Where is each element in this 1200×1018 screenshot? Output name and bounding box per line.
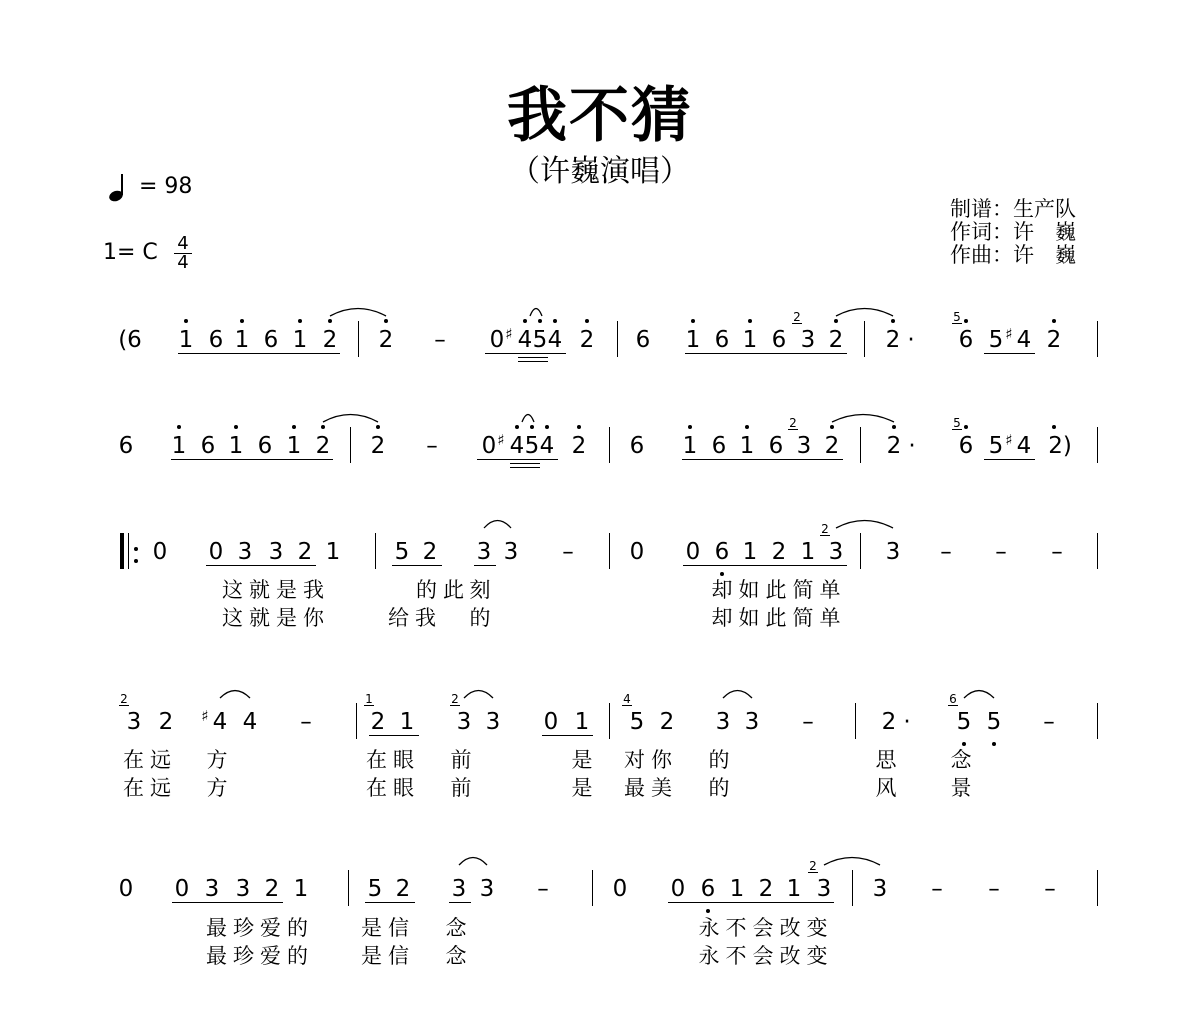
lyric-text: 最美 — [624, 776, 678, 800]
note: 1 — [171, 433, 187, 459]
note: 6 — [958, 433, 974, 459]
lyric-text: 是 — [571, 748, 599, 772]
barline — [609, 427, 610, 463]
note: 1 — [228, 433, 244, 459]
tie-arc — [462, 687, 495, 699]
lyric-text: 前 — [450, 776, 478, 800]
note: · — [903, 709, 911, 735]
tie-arc — [830, 411, 896, 423]
lyric-text: 风 — [875, 776, 903, 800]
octave-dot-above — [892, 425, 896, 429]
note: 4 — [539, 433, 555, 459]
octave-dot-below — [992, 742, 996, 746]
time-signature — [174, 233, 192, 273]
note: 4 — [547, 327, 563, 353]
barline — [609, 703, 610, 739]
octave-dot-above — [691, 319, 695, 323]
lyric-text: 最珍爱的 — [206, 944, 314, 968]
octave-dot-above — [292, 425, 296, 429]
note: 0 — [174, 876, 190, 902]
grace-note: 5 — [953, 416, 961, 430]
repeat-start-thick — [120, 533, 124, 569]
note: 1 — [739, 433, 755, 459]
note: 6 — [118, 433, 134, 459]
note: 6 — [263, 327, 279, 353]
repeat-dot — [134, 547, 138, 551]
barline — [609, 533, 610, 569]
note: 1 — [786, 876, 802, 902]
song-subtitle: （许巍演唱） — [510, 154, 690, 189]
note: 2 — [771, 539, 787, 565]
note: 6 — [958, 327, 974, 353]
lyric-text: 却如此简单 — [711, 606, 847, 630]
grace-note: 5 — [953, 310, 961, 324]
time-signature-top: 4 — [177, 233, 189, 254]
note: 1 — [178, 327, 194, 353]
note: 3 — [816, 876, 832, 902]
note: 6 — [700, 876, 716, 902]
tie-arc — [528, 305, 544, 317]
note: 5 — [532, 327, 548, 353]
note: 2 — [264, 876, 280, 902]
lyric-text: 前 — [450, 748, 478, 772]
note: 6 — [629, 433, 645, 459]
octave-dot-above — [553, 319, 557, 323]
barline — [864, 321, 865, 357]
note: – — [562, 539, 574, 565]
tie-arc — [721, 687, 754, 699]
note: 5 — [629, 709, 645, 735]
note: 1 — [742, 327, 758, 353]
note: 0 — [685, 539, 701, 565]
underline-beam — [984, 459, 1035, 460]
octave-dot-above — [184, 319, 188, 323]
note: 3 — [828, 539, 844, 565]
octave-dot-above — [298, 319, 302, 323]
lyric-text: 在远 — [123, 776, 177, 800]
note: 2 — [322, 327, 338, 353]
barline — [1097, 427, 1098, 463]
note: ♯ — [1005, 431, 1013, 449]
credits-block — [950, 198, 1076, 267]
octave-dot-above — [891, 319, 895, 323]
tie-arc — [321, 411, 380, 423]
octave-dot-above — [577, 425, 581, 429]
note: 2 — [579, 327, 595, 353]
note: 3 — [485, 709, 501, 735]
note: 3 — [800, 327, 816, 353]
note: 4 — [1016, 433, 1032, 459]
octave-dot-above — [964, 425, 968, 429]
note: 4 — [212, 709, 228, 735]
note: 1 — [800, 539, 816, 565]
note: 5 — [524, 433, 540, 459]
grace-underline — [820, 535, 830, 536]
lyric-text: 思 — [875, 748, 903, 772]
note: 5 — [988, 327, 1004, 353]
note: 0 — [118, 876, 134, 902]
octave-dot-below — [962, 742, 966, 746]
lyric-text: 的此 — [416, 578, 470, 602]
note: 3 — [235, 876, 251, 902]
lyric-text: 在远 — [123, 748, 177, 772]
grace-underline — [792, 323, 802, 324]
note: 1 — [742, 539, 758, 565]
note: 2 — [828, 327, 844, 353]
lyric-text: 刻 — [469, 578, 497, 602]
tie-arc — [834, 305, 895, 317]
note: – — [931, 876, 943, 902]
quarter-note-icon — [108, 172, 132, 202]
octave-dot-above — [1052, 425, 1056, 429]
note: 0 — [612, 876, 628, 902]
tie-arc — [218, 687, 252, 699]
underline-beam — [474, 565, 496, 566]
grace-note: 4 — [623, 692, 631, 706]
lyric-text: 是 — [571, 776, 599, 800]
lyric-text: 是信 — [361, 916, 415, 940]
note: 2 — [885, 327, 901, 353]
barline — [860, 427, 861, 463]
lyric-text: 的 — [469, 606, 497, 630]
note: 2 — [758, 876, 774, 902]
lyric-text: 念 — [445, 944, 473, 968]
note: 6 — [635, 327, 651, 353]
underline-beam — [171, 459, 333, 460]
note: 3 — [715, 709, 731, 735]
underline-beam — [682, 459, 843, 460]
grace-note: 6 — [949, 692, 957, 706]
grace-underline — [952, 429, 962, 430]
note: 0 — [481, 433, 497, 459]
note: 2) — [1048, 433, 1072, 459]
note: 6 — [771, 327, 787, 353]
octave-dot-above — [545, 425, 549, 429]
note: ♯ — [497, 431, 505, 449]
note: 2 — [370, 433, 386, 459]
grace-note: 2 — [120, 692, 128, 706]
note: – — [988, 876, 1000, 902]
grace-underline — [948, 705, 958, 706]
note: 2 — [315, 433, 331, 459]
octave-dot-above — [745, 425, 749, 429]
barline — [617, 321, 618, 357]
lyric-text: 方 — [206, 776, 234, 800]
underline-beam — [365, 902, 415, 903]
note: 0 — [629, 539, 645, 565]
lyric-text: 的 — [708, 748, 736, 772]
barline — [860, 533, 861, 569]
note: · — [907, 327, 915, 353]
credit-composer: 作曲：许 巍 — [950, 243, 1076, 267]
note: 5 — [988, 433, 1004, 459]
lyric-text: 给我 — [388, 606, 442, 630]
octave-dot-above — [515, 425, 519, 429]
grace-underline — [808, 872, 818, 873]
note: 3 — [744, 709, 760, 735]
octave-dot-above — [964, 319, 968, 323]
underline-beam — [178, 353, 340, 354]
tempo-marking — [108, 172, 192, 202]
note: – — [426, 433, 438, 459]
note: 4 — [517, 327, 533, 353]
octave-dot-above — [530, 425, 534, 429]
lyric-text: 这就是你 — [222, 606, 330, 630]
key-signature: 1= C — [103, 240, 158, 265]
note: 6 — [208, 327, 224, 353]
grace-underline — [622, 705, 632, 706]
lyric-text: 永不会改变 — [698, 944, 834, 968]
octave-dot-above — [240, 319, 244, 323]
grace-note: 2 — [789, 416, 797, 430]
note: ♯ — [1005, 325, 1013, 343]
octave-dot-above — [234, 425, 238, 429]
note: 5 — [394, 539, 410, 565]
lyric-text: 却如此简单 — [711, 578, 847, 602]
note: 1 — [234, 327, 250, 353]
note: 2 — [824, 433, 840, 459]
note: ♯ — [505, 325, 513, 343]
note: 1 — [682, 433, 698, 459]
lyric-text: 这就是我 — [222, 578, 330, 602]
note: 3 — [503, 539, 519, 565]
note: – — [537, 876, 549, 902]
octave-dot-above — [748, 319, 752, 323]
note: – — [995, 539, 1007, 565]
octave-dot-above — [376, 425, 380, 429]
note: – — [1044, 876, 1056, 902]
note: 3 — [204, 876, 220, 902]
note: 3 — [456, 709, 472, 735]
underline-beam — [477, 459, 558, 460]
barline — [358, 321, 359, 357]
underline-beam — [683, 565, 847, 566]
note: 0 — [543, 709, 559, 735]
lyric-text: 永不会改变 — [698, 916, 834, 940]
grace-underline — [450, 705, 460, 706]
octave-dot-above — [834, 319, 838, 323]
underline-beam — [518, 357, 548, 358]
barline — [1097, 321, 1098, 357]
credit-lyricist: 作词：许 巍 — [950, 220, 1076, 244]
note: 1 — [729, 876, 745, 902]
note: 5 — [367, 876, 383, 902]
underline-beam — [449, 902, 471, 903]
barline — [1097, 533, 1098, 569]
octave-dot-above — [830, 425, 834, 429]
grace-underline — [952, 323, 962, 324]
note: 1 — [293, 876, 309, 902]
barline — [350, 427, 351, 463]
octave-dot-above — [1052, 319, 1056, 323]
note: 6 — [257, 433, 273, 459]
lyric-text: 方 — [206, 748, 234, 772]
note: 2 — [1046, 327, 1062, 353]
lyric-text: 最珍爱的 — [206, 916, 314, 940]
underline-beam — [510, 463, 540, 464]
lyric-text: 是信 — [361, 944, 415, 968]
barline — [852, 870, 853, 906]
note: 2 — [571, 433, 587, 459]
note: 0 — [670, 876, 686, 902]
tie-arc — [834, 517, 895, 529]
grace-underline — [364, 705, 374, 706]
underline-beam — [206, 565, 316, 566]
note: 5 — [956, 709, 972, 735]
note: 6 — [200, 433, 216, 459]
note: 3 — [796, 433, 812, 459]
note: 2 — [886, 433, 902, 459]
underline-beam — [518, 361, 548, 362]
note: 1 — [574, 709, 590, 735]
underline-beam — [510, 467, 540, 468]
note: 2 — [370, 709, 386, 735]
grace-underline — [119, 705, 129, 706]
underline-beam — [668, 902, 834, 903]
time-signature-bottom: 4 — [177, 252, 189, 273]
note: 1 — [685, 327, 701, 353]
credit-notation: 制谱：生产队 — [950, 197, 1076, 221]
barline — [592, 870, 593, 906]
barline — [348, 870, 349, 906]
lyric-text: 念 — [950, 748, 978, 772]
grace-underline — [788, 429, 798, 430]
note: 2 — [659, 709, 675, 735]
note: 3 — [237, 539, 253, 565]
note: 3 — [479, 876, 495, 902]
grace-note: 1 — [365, 692, 373, 706]
tie-arc — [962, 687, 996, 699]
barline — [356, 703, 357, 739]
note: 2 — [297, 539, 313, 565]
note: – — [802, 709, 814, 735]
note: – — [1043, 709, 1055, 735]
note: 0 — [208, 539, 224, 565]
note: 1 — [325, 539, 341, 565]
grace-note: 2 — [793, 310, 801, 324]
note: 0 — [489, 327, 505, 353]
underline-beam — [369, 735, 419, 736]
note: 3 — [872, 876, 888, 902]
note: 3 — [126, 709, 142, 735]
note: (6 — [118, 327, 142, 353]
underline-beam — [542, 735, 593, 736]
lyric-text: 的 — [708, 776, 736, 800]
barline — [855, 703, 856, 739]
barline — [1097, 870, 1098, 906]
note: 1 — [292, 327, 308, 353]
note: 1 — [399, 709, 415, 735]
lyric-text: 景 — [950, 776, 978, 800]
note: 2 — [378, 327, 394, 353]
note: – — [300, 709, 312, 735]
lyric-text: 对你 — [624, 748, 678, 772]
note: 2 — [395, 876, 411, 902]
tie-arc — [482, 517, 513, 529]
tie-arc — [822, 854, 882, 866]
octave-dot-below — [706, 909, 710, 913]
note: 4 — [509, 433, 525, 459]
note: 5 — [986, 709, 1002, 735]
note: 3 — [268, 539, 284, 565]
tempo-value: = 98 — [139, 174, 193, 199]
underline-beam — [172, 902, 283, 903]
song-title: 我不猜 — [507, 81, 693, 151]
note: – — [940, 539, 952, 565]
note: 4 — [1016, 327, 1032, 353]
grace-note: 2 — [451, 692, 459, 706]
note: 6 — [714, 327, 730, 353]
barline — [1097, 703, 1098, 739]
octave-dot-above — [177, 425, 181, 429]
grace-note: 2 — [821, 522, 829, 536]
note: ♯ — [201, 707, 209, 725]
lyric-text: 念 — [445, 916, 473, 940]
tie-arc — [520, 411, 536, 423]
note: 3 — [451, 876, 467, 902]
note: 0 — [152, 539, 168, 565]
octave-dot-above — [321, 425, 325, 429]
octave-dot-below — [720, 572, 724, 576]
octave-dot-above — [384, 319, 388, 323]
grace-note: 2 — [809, 859, 817, 873]
lyric-text: 在眼 — [366, 776, 420, 800]
repeat-dot — [134, 559, 138, 563]
note: – — [1051, 539, 1063, 565]
note: 2 — [422, 539, 438, 565]
note: 3 — [885, 539, 901, 565]
repeat-start-thin — [128, 533, 129, 569]
tie-arc — [328, 305, 388, 317]
note: 3 — [476, 539, 492, 565]
underline-beam — [392, 565, 442, 566]
tie-arc — [457, 854, 489, 866]
octave-dot-above — [538, 319, 542, 323]
octave-dot-above — [523, 319, 527, 323]
underline-beam — [984, 353, 1035, 354]
note: – — [434, 327, 446, 353]
note: 2 — [881, 709, 897, 735]
note: 6 — [768, 433, 784, 459]
barline — [375, 533, 376, 569]
note: 4 — [242, 709, 258, 735]
note: 2 — [158, 709, 174, 735]
octave-dot-above — [688, 425, 692, 429]
note: 6 — [711, 433, 727, 459]
octave-dot-above — [585, 319, 589, 323]
octave-dot-above — [328, 319, 332, 323]
lyric-text: 在眼 — [366, 748, 420, 772]
note: 1 — [286, 433, 302, 459]
note: 6 — [714, 539, 730, 565]
underline-beam — [485, 353, 566, 354]
underline-beam — [685, 353, 847, 354]
note: · — [908, 433, 916, 459]
